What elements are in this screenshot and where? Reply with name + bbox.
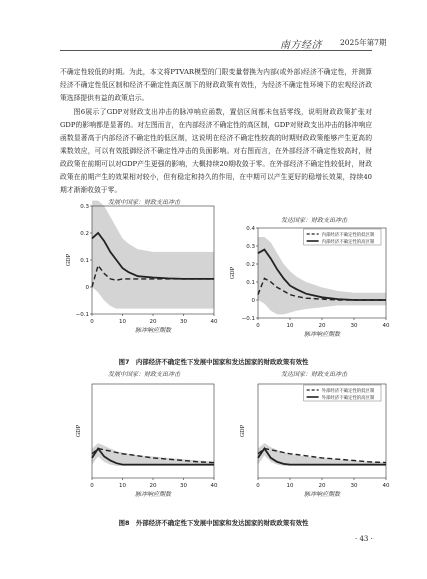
fig8-left-chart — [62, 370, 222, 510]
x-tick-label: 40 — [210, 319, 218, 325]
legend-label: 外部经济不确定性的低区制 — [321, 389, 375, 394]
y-tick-label: 0.1 — [246, 280, 255, 286]
paragraph-1: 不确定性较低的时期。为此，本文将PTVAR模型的门限变量替换为内部(或外部)经济不确定性，并测算经济不确定性低区制和经济不确定性高区制下的财政政策有效性，为经济不确定性环境下的宏观经济政策选择提供有益的政策启示。 — [60, 68, 372, 102]
x-tick-label: 20 — [149, 319, 157, 325]
confidence-band — [258, 237, 386, 314]
chart-title: 发达国家：财政支出冲击 — [280, 371, 348, 378]
y-tick-label: 0.2 — [80, 231, 89, 237]
x-tick-label: 0 — [256, 483, 260, 489]
x-tick-label: 0 — [90, 319, 94, 325]
y-tick-label: 0 — [85, 285, 89, 291]
journal-logo: 南方经济 — [280, 40, 322, 51]
fig7-right-chart — [226, 214, 391, 346]
chart-title: 发展中国家：财政支出冲击 — [107, 199, 181, 206]
x-tick-label: 10 — [119, 483, 126, 489]
chart-title: 发展中国家：财政支出冲击 — [107, 371, 181, 378]
y-tick-label: −0.1 — [75, 312, 89, 318]
y-tick-label: −0.1 — [241, 316, 255, 322]
legend-label: 内部经济不确定性的低区制 — [321, 233, 375, 238]
x-axis-label: 脉冲响应期数 — [134, 327, 172, 334]
x-axis-label: 脉冲响应期数 — [134, 491, 172, 498]
y-tick-label: 0.1 — [80, 258, 89, 264]
page-number: · 43 · — [355, 535, 373, 543]
y-tick-label: 0.2 — [246, 262, 255, 268]
legend-label: 外部经济不确定性的高区制 — [321, 396, 375, 401]
x-tick-label: 0 — [90, 483, 94, 489]
chart-title: 发达国家：财政支出冲击 — [280, 217, 348, 224]
y-tick-label: 0.4 — [246, 226, 255, 232]
x-tick-label: 40 — [382, 483, 390, 489]
paragraph-2: 图6展示了GDP对财政支出冲击的脉冲响应函数，置信区间都未包括零线，说明财政政策扩张对GDP的影响都是显著的。对左图而言，在内部经济不确定性的高区制，GDP对财政支出冲击的脉冲响应函数显著高于内部经济不确定性的低区制，这说明在经济不确定性较高的时期财政政策能够产生更高的乘数效应，可以有效抵御经济不确定性冲击的负面影响。对右图而言，在外部经济不确定性较高时，财政政策在前期可以对GDP产生更强的影响，大概持续20期收敛于零。在外部经济不确定性较低时，财政政策在前期产生的效果相对较小，但有稳定和持久的作用，在中期可以产生更好的稳增长效果，持续40期才渐渐收敛于零。 — [60, 108, 372, 194]
x-axis-label: 脉冲响应期数 — [303, 491, 341, 498]
x-tick-label: 30 — [180, 319, 187, 325]
x-tick-label: 30 — [350, 483, 358, 489]
x-tick-label: 20 — [318, 323, 326, 329]
confidence-band — [92, 443, 214, 466]
fig7-caption: 图7 内部经济不确定性下发展中国家和发达国家的财政政策有效性 — [118, 358, 309, 366]
page-header — [0, 0, 427, 51]
y-tick-label: 0.3 — [80, 204, 89, 210]
y-tick-label: 0.3 — [246, 244, 255, 250]
x-tick-label: 20 — [318, 483, 326, 489]
x-axis-label: 脉冲响应期数 — [303, 331, 341, 338]
x-tick-label: 0 — [256, 323, 260, 329]
x-tick-label: 10 — [286, 323, 294, 329]
x-tick-label: 30 — [350, 323, 358, 329]
y-tick-label: 0 — [251, 298, 255, 304]
fig8-right-chart — [226, 370, 391, 510]
x-tick-label: 30 — [180, 483, 187, 489]
x-tick-label: 10 — [119, 319, 126, 325]
issue-label: 2025年第7期 — [340, 38, 387, 47]
legend-label: 内部经济不确定性的高区制 — [321, 240, 375, 245]
x-tick-label: 20 — [149, 483, 157, 489]
x-tick-label: 40 — [382, 323, 390, 329]
fig7-left-chart — [62, 196, 222, 346]
x-tick-label: 40 — [210, 483, 218, 489]
x-tick-label: 10 — [286, 483, 294, 489]
confidence-band — [92, 201, 214, 309]
header-rule — [60, 50, 372, 51]
y-axis-label: GDP — [76, 424, 82, 438]
y-axis-label: GDP — [66, 253, 72, 267]
y-axis-label: GDP — [230, 266, 236, 280]
y-axis-label: GDP — [240, 424, 246, 438]
fig8-caption: 图8 外部经济不确定性下发展中国家和发达国家的财政政策有效性 — [118, 519, 309, 527]
